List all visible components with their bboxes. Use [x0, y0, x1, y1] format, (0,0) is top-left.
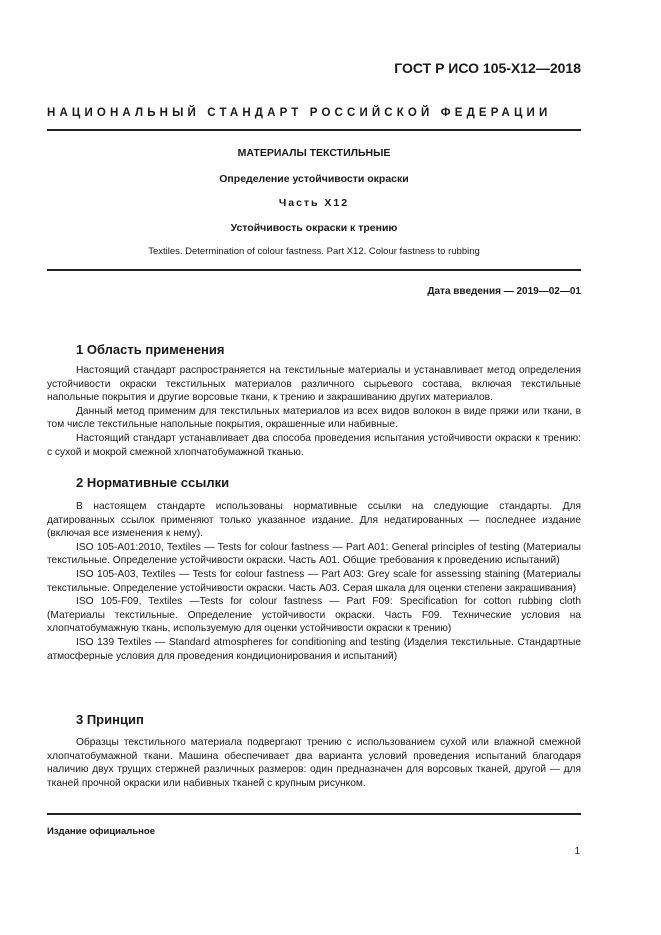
section-1-heading: 1 Область применения	[76, 342, 225, 357]
national-standard-heading: НАЦИОНАЛЬНЫЙ СТАНДАРТ РОССИЙСКОЙ ФЕДЕРАЦИИ	[47, 107, 552, 119]
paragraph: ISO 105-F09, Textiles —Tests for colour fastness — Part F09: Specification for cotton rubbing cloth (Материалы текстильные. Определение устойчивости окраски. Часть F09. Технические условия на хлопчатобумажную ткань, используемую для оценки устойчивости окраски к трению)	[47, 596, 581, 635]
page-number: 1	[574, 846, 580, 857]
paragraph: Данный метод применим для текстильных материалов из всех видов волокон в виде пряжи или ткани, в том числе текстильные напольные покрытия, окрашенные или набивные.	[47, 405, 581, 431]
paragraph: В настоящем стандарте использованы нормативные ссылки на следующие стандарты. Для датированных ссылок применяют только указанное издание. Для недатированных — последнее издание (включая все изменения к нему).	[47, 501, 581, 540]
paragraph: Настоящий стандарт устанавливает два способа проведения испытания устойчивости окраски к трению: с сухой и мокрой смежной хлопчатобумажной тканью.	[47, 432, 581, 458]
top-rule	[47, 129, 581, 131]
title-part: Часть X12	[278, 197, 350, 209]
paragraph: ISO 139 Textiles — Standard atmospheres for conditioning and testing (Изделия текстильные. Стандартные атмосферные условия для проведения кондиционирования и испытаний)	[47, 636, 581, 662]
section-2-heading: 2 Нормативные ссылки	[76, 475, 230, 490]
footer-rule	[47, 813, 581, 815]
title-line-2: Определение устойчивости окраски	[219, 173, 409, 185]
paragraph: Настоящий стандарт распространяется на текстильные материалы и устанавливает метод определения устойчивости окраски текстильных материалов различного сырьевого состава, включая текстильные напольные покрытия и другие ворсовые ткани, к трению и закрашиванию других материалов.	[47, 365, 581, 404]
section-3-heading: 3 Принцип	[76, 712, 144, 727]
section-2-body	[47, 500, 581, 663]
paragraph: ISO 105-A01:2010, Textiles — Tests for colour fastness — Part A01: General principles of testing (Материалы текстильные. Определение устойчивости окраски. Часть A01. Общие требования к проведению испытаний)	[47, 541, 581, 567]
title-bottom-rule	[47, 269, 581, 271]
paragraph: Образцы текстильного материала подвергают трению с использованием сухой или влажной смежной хлопчатобумажной ткани. Машина обеспечивает два варианта условий проведения испытаний благодаря наличию двух трущих стержней различных размеров: один предназначен для ворсовых тканей, другой — для тканей прочной окраски или набивных тканей с крупным рисунком.	[47, 737, 581, 789]
title-english: Textiles. Determination of colour fastness. Part X12. Colour fastness to rubbing	[148, 246, 480, 257]
official-edition-label: Издание официальное	[47, 826, 155, 837]
section-3-body	[47, 736, 581, 790]
paragraph: ISO 105-A03, Textiles — Tests for colour fastness — Part A03: Grey scale for assessing staining (Материалы текстильные. Определение устойчивости окраски. Часть A03. Серая шкала для оценки степени закрашивания)	[47, 568, 581, 594]
introduction-date: Дата введения — 2019—02—01	[427, 286, 581, 297]
section-1-body	[47, 364, 581, 459]
title-line-1: МАТЕРИАЛЫ ТЕКСТИЛЬНЫЕ	[237, 147, 391, 159]
title-line-4: Устойчивость окраски к трению	[230, 222, 398, 234]
document-number: ГОСТ Р ИСО 105-X12—2018	[394, 60, 581, 76]
